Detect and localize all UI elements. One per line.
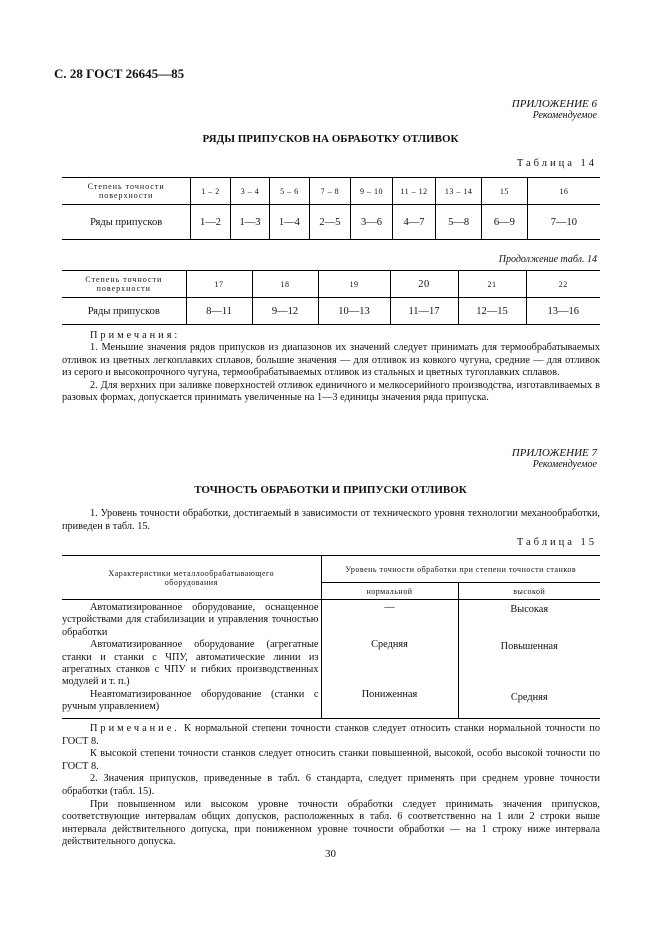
table-row <box>62 639 600 689</box>
allowance-cell: 1—2 <box>191 205 230 240</box>
intro-paragraph: 1. Уровень точности обработки, достигаемый в зависимости от технического уровня технологии механообработки, приведен в табл. 15. <box>62 508 600 532</box>
appendix-7-block <box>512 447 597 470</box>
grade-cell: 21 <box>458 271 526 298</box>
table-14-part-2 <box>62 270 600 325</box>
allowance-cell: 4—7 <box>392 205 436 240</box>
grade-cell: 17 <box>186 271 252 298</box>
allowance-cell: 5—8 <box>436 205 482 240</box>
appendix-6-block <box>512 98 597 121</box>
row-label: Ряды припусков <box>62 205 191 240</box>
table-15-col-equipment: Характеристики металлообрабатывающего оборудования <box>62 556 321 600</box>
grade-cell: 11 – 12 <box>392 178 436 205</box>
table-15 <box>62 555 600 719</box>
high-cell: Средняя <box>510 691 548 703</box>
notes-appendix-7 <box>62 723 600 849</box>
equipment-cell: Автоматизированное оборудование, оснащенное устройствами для стабилизации и управления точностью обработки <box>62 600 321 640</box>
table-15-col-high: высокой <box>458 583 600 600</box>
appendix-7-title: ТОЧНОСТЬ ОБРАБОТКИ И ПРИПУСКИ ОТЛИВОК <box>194 484 467 496</box>
allowance-cell: 3—6 <box>351 205 393 240</box>
allowance-cell: 10—13 <box>318 298 390 325</box>
grade-cell: 19 <box>318 271 390 298</box>
grade-cell: 22 <box>558 279 568 289</box>
table-14-label: Таблица 14 <box>516 158 597 169</box>
high-cell: Повышенная <box>500 641 558 653</box>
allowance-cell: 8—11 <box>186 298 252 325</box>
table-15-label: Таблица 15 <box>516 537 597 548</box>
grade-cell: 13 – 14 <box>436 178 482 205</box>
grade-header: Степень точности поверхности <box>62 178 191 205</box>
appendix-7-label: ПРИЛОЖЕНИЕ 7 <box>511 447 597 459</box>
note-paragraph-4: При повышенном или высоком уровне точности обработки следует принимать значения припусков, соответствующие интервалам общих допусков, расположенных в табл. 6 соответственно на 1 или 2 строки выше интервала действительного допуска, при пониженном уровне точности обработки — на 1 строку ниже интервала действительного допуска. <box>62 798 600 848</box>
grade-cell: 1 – 2 <box>191 178 230 205</box>
appendix-6-label: ПРИЛОЖЕНИЕ 6 <box>511 98 597 110</box>
allowance-cell: 13—16 <box>547 305 579 317</box>
appendix-6-status: Рекомендуемое <box>532 110 597 121</box>
allowance-cell: 1—3 <box>230 205 269 240</box>
page-number: 30 <box>325 848 336 860</box>
grade-cell: 7 – 8 <box>309 178 351 205</box>
allowance-cell: 9—12 <box>252 298 318 325</box>
table-15-col-normal: нормальной <box>321 583 458 600</box>
page-header: С. 28 ГОСТ 26645—85 <box>54 66 185 81</box>
equipment-cell: Автоматизированное оборудование (агрегатные станки и станки с ЧПУ, автоматические линии из агрегатных станков с ЧПУ и гибких производственных модулей и т. п.) <box>62 639 321 689</box>
allowance-cell: 11—17 <box>390 298 458 325</box>
table-15-group-header: Уровень точности обработки при степени точности станков <box>321 556 600 583</box>
allowance-cell: 6—9 <box>482 205 528 240</box>
note-1: 1. Меньшие значения рядов припусков из диапазонов их значений следует принимать для термообрабатываемых отливок из цветных легкоплавких сплавов, большие значения — для отливок из ковкого чугуна, средние — для отливок из серого и высокопрочного чугуна, термообрабатываемых отливок из стальных и цветных тугоплавких сплавов. <box>62 342 600 379</box>
grade-cell: 9 – 10 <box>351 178 393 205</box>
note-paragraph-1 <box>62 723 600 748</box>
row-label: Ряды припусков <box>62 298 186 325</box>
grade-header: Степень точности поверхности <box>62 271 186 298</box>
allowance-cell: 7—10 <box>550 216 577 228</box>
notes-appendix-6 <box>62 330 600 404</box>
normal-cell: Пониженная <box>321 689 458 718</box>
appendix-7-intro <box>62 507 600 533</box>
allowance-cell: 1—4 <box>270 205 309 240</box>
table-row <box>62 600 600 640</box>
notes-heading: Примечание. <box>90 723 180 734</box>
appendix-6-title: РЯДЫ ПРИПУСКОВ НА ОБРАБОТКУ ОТЛИВОК <box>202 133 459 145</box>
note-paragraph-2: К высокой степени точности станков следует относить станки повышенной, высокой, особо высокой точности по ГОСТ 8. <box>62 748 600 772</box>
note-2: 2. Для верхних при заливке поверхностей отливок единичного и мелкосерийного производства, изготавливаемых в разовых формах, допускается принимать увеличенные на 1—3 единицы значения ряда припуска. <box>62 379 600 404</box>
allowance-cell: 12—15 <box>458 298 526 325</box>
grade-cell: 3 – 4 <box>230 178 269 205</box>
table-14-continuation: Продолжение табл. 14 <box>498 254 597 265</box>
notes-heading: Примечания: <box>90 330 181 341</box>
note-paragraph-3: 2. Значения припусков, приведенные в табл. 6 стандарта, следует применять при среднем уровне точности обработки (табл. 15). <box>62 773 600 797</box>
appendix-7-status: Рекомендуемое <box>532 459 597 470</box>
grade-cell: 5 – 6 <box>270 178 309 205</box>
grade-cell: 16 <box>559 186 569 196</box>
grade-cell: 18 <box>252 271 318 298</box>
normal-cell: — <box>321 600 458 640</box>
note-text-1: К нормальной степени точности станков следует относить станки нормальной точности по ГОСТ 8. <box>62 723 600 747</box>
high-cell: Высокая <box>510 604 549 615</box>
allowance-cell: 2—5 <box>309 205 351 240</box>
table-row <box>62 689 600 718</box>
normal-cell: Средняя <box>321 639 458 689</box>
equipment-cell: Неавтоматизированное оборудование (станки с ручным управлением) <box>62 689 321 718</box>
grade-cell: 15 <box>482 178 528 205</box>
grade-cell: 20 <box>390 271 458 298</box>
table-14-part-1 <box>62 177 600 240</box>
